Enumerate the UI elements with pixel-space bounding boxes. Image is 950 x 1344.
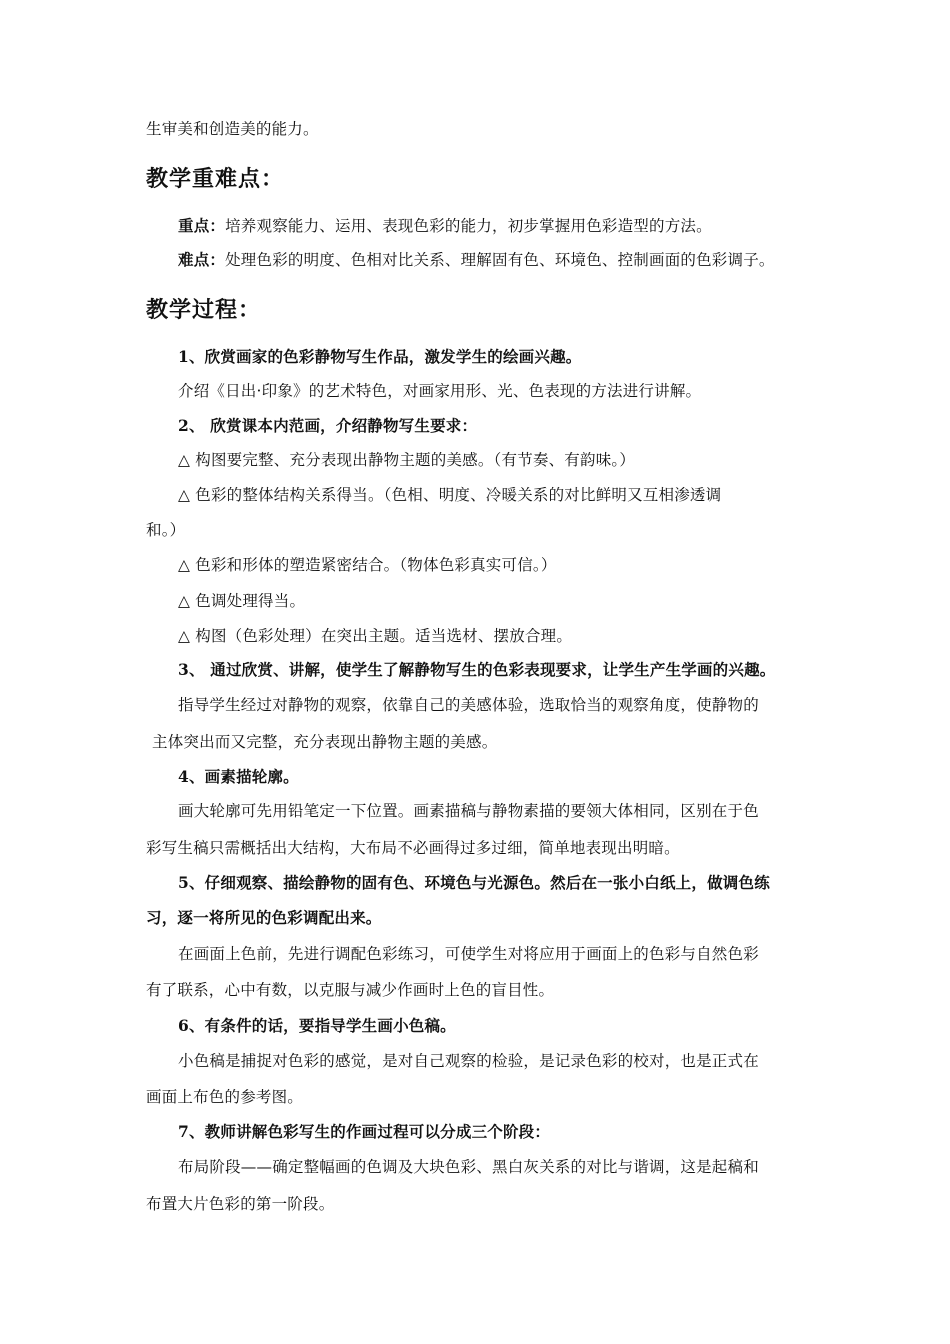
- difficulty-text: 处理色彩的明度、色相对比关系、理解固有色、环境色、控制画面的色彩调子。: [225, 251, 775, 269]
- step1-text: 介绍《日出·印象》的艺术特色，对画家用形、光、色表现的方法进行讲解。: [178, 382, 702, 400]
- step5-line2: 有了联系，心中有数，以克服与减少作画时上色的盲目性。: [146, 981, 555, 999]
- step5-title-line1: 5、仔细观察、描绘静物的固有色、环境色与光源色。然后在一张小白纸上，做调色练: [178, 873, 770, 892]
- step4-line2: 彩写生稿只需概括出大结构，大布局不必画得过多过细，简单地表现出明暗。: [146, 839, 680, 857]
- focus-text: 培养观察能力、运用、表现色彩的能力，初步掌握用色彩造型的方法。: [225, 217, 712, 235]
- requirement-1: △ 构图要完整、充分表现出静物主题的美感。（有节奏、有韵味。）: [178, 451, 636, 469]
- requirement-3: △ 色彩和形体的塑造紧密结合。（物体色彩真实可信。）: [178, 556, 557, 574]
- step7-title: 7、教师讲解色彩写生的作画过程可以分成三个阶段：: [178, 1122, 551, 1141]
- requirement-5: △ 构图（色彩处理）在突出主题。适当选材、摆放合理。: [178, 627, 573, 645]
- key-points-heading: 教学重难点：: [146, 166, 285, 192]
- step2-title: 2、 欣赏课本内范画，介绍静物写生要求：: [178, 416, 478, 435]
- step5-title-line2: 习，逐一将所见的色彩调配出来。: [146, 908, 382, 927]
- step7-line2: 布置大片色彩的第一阶段。: [146, 1195, 335, 1213]
- difficulty-paragraph: [178, 249, 811, 271]
- step6-title: 6、有条件的话，要指导学生画小色稿。: [178, 1016, 456, 1035]
- focus-label: 重点：: [178, 216, 226, 235]
- requirement-4: △ 色调处理得当。: [178, 592, 306, 610]
- step5-line1: 在画面上色前，先进行调配色彩练习，可使学生对将应用于画面上的色彩与自然色彩: [178, 945, 759, 963]
- step7-line1: 布局阶段——确定整幅画的色调及大块色彩、黑白灰关系的对比与谐调，这是起稿和: [178, 1158, 759, 1176]
- step1-title: 1、欣赏画家的色彩静物写生作品，激发学生的绘画兴趣。: [178, 347, 582, 366]
- intro-text: 生审美和创造美的能力。: [146, 120, 319, 138]
- requirement-2-line1: △ 色彩的整体结构关系得当。（色相、明度、冷暖关系的对比鲜明又互相渗透调: [178, 486, 722, 504]
- step4-title: 4、画素描轮廓。: [178, 767, 299, 786]
- step6-line2: 画面上布色的参考图。: [146, 1088, 304, 1106]
- step6-line1: 小色稿是捕捉对色彩的感觉，是对自己观察的检验，是记录色彩的校对，也是正式在: [178, 1052, 759, 1070]
- process-heading: 教学过程：: [146, 297, 262, 323]
- step4-line1: 画大轮廓可先用铅笔定一下位置。画素描稿与静物素描的要领大体相同，区别在于色: [178, 802, 759, 820]
- step3-line2: 主体突出而又完整，充分表现出静物主题的美感。: [152, 733, 498, 751]
- difficulty-label: 难点：: [178, 250, 226, 269]
- step3-line1: 指导学生经过对静物的观察，依靠自己的美感体验，选取恰当的观察角度，使静物的: [178, 696, 759, 714]
- focus-paragraph: [178, 215, 811, 237]
- step3-title: 3、 通过欣赏、讲解，使学生了解静物写生的色彩表现要求，让学生产生学画的兴趣。: [178, 660, 776, 679]
- requirement-2-line2: 和。）: [146, 521, 186, 539]
